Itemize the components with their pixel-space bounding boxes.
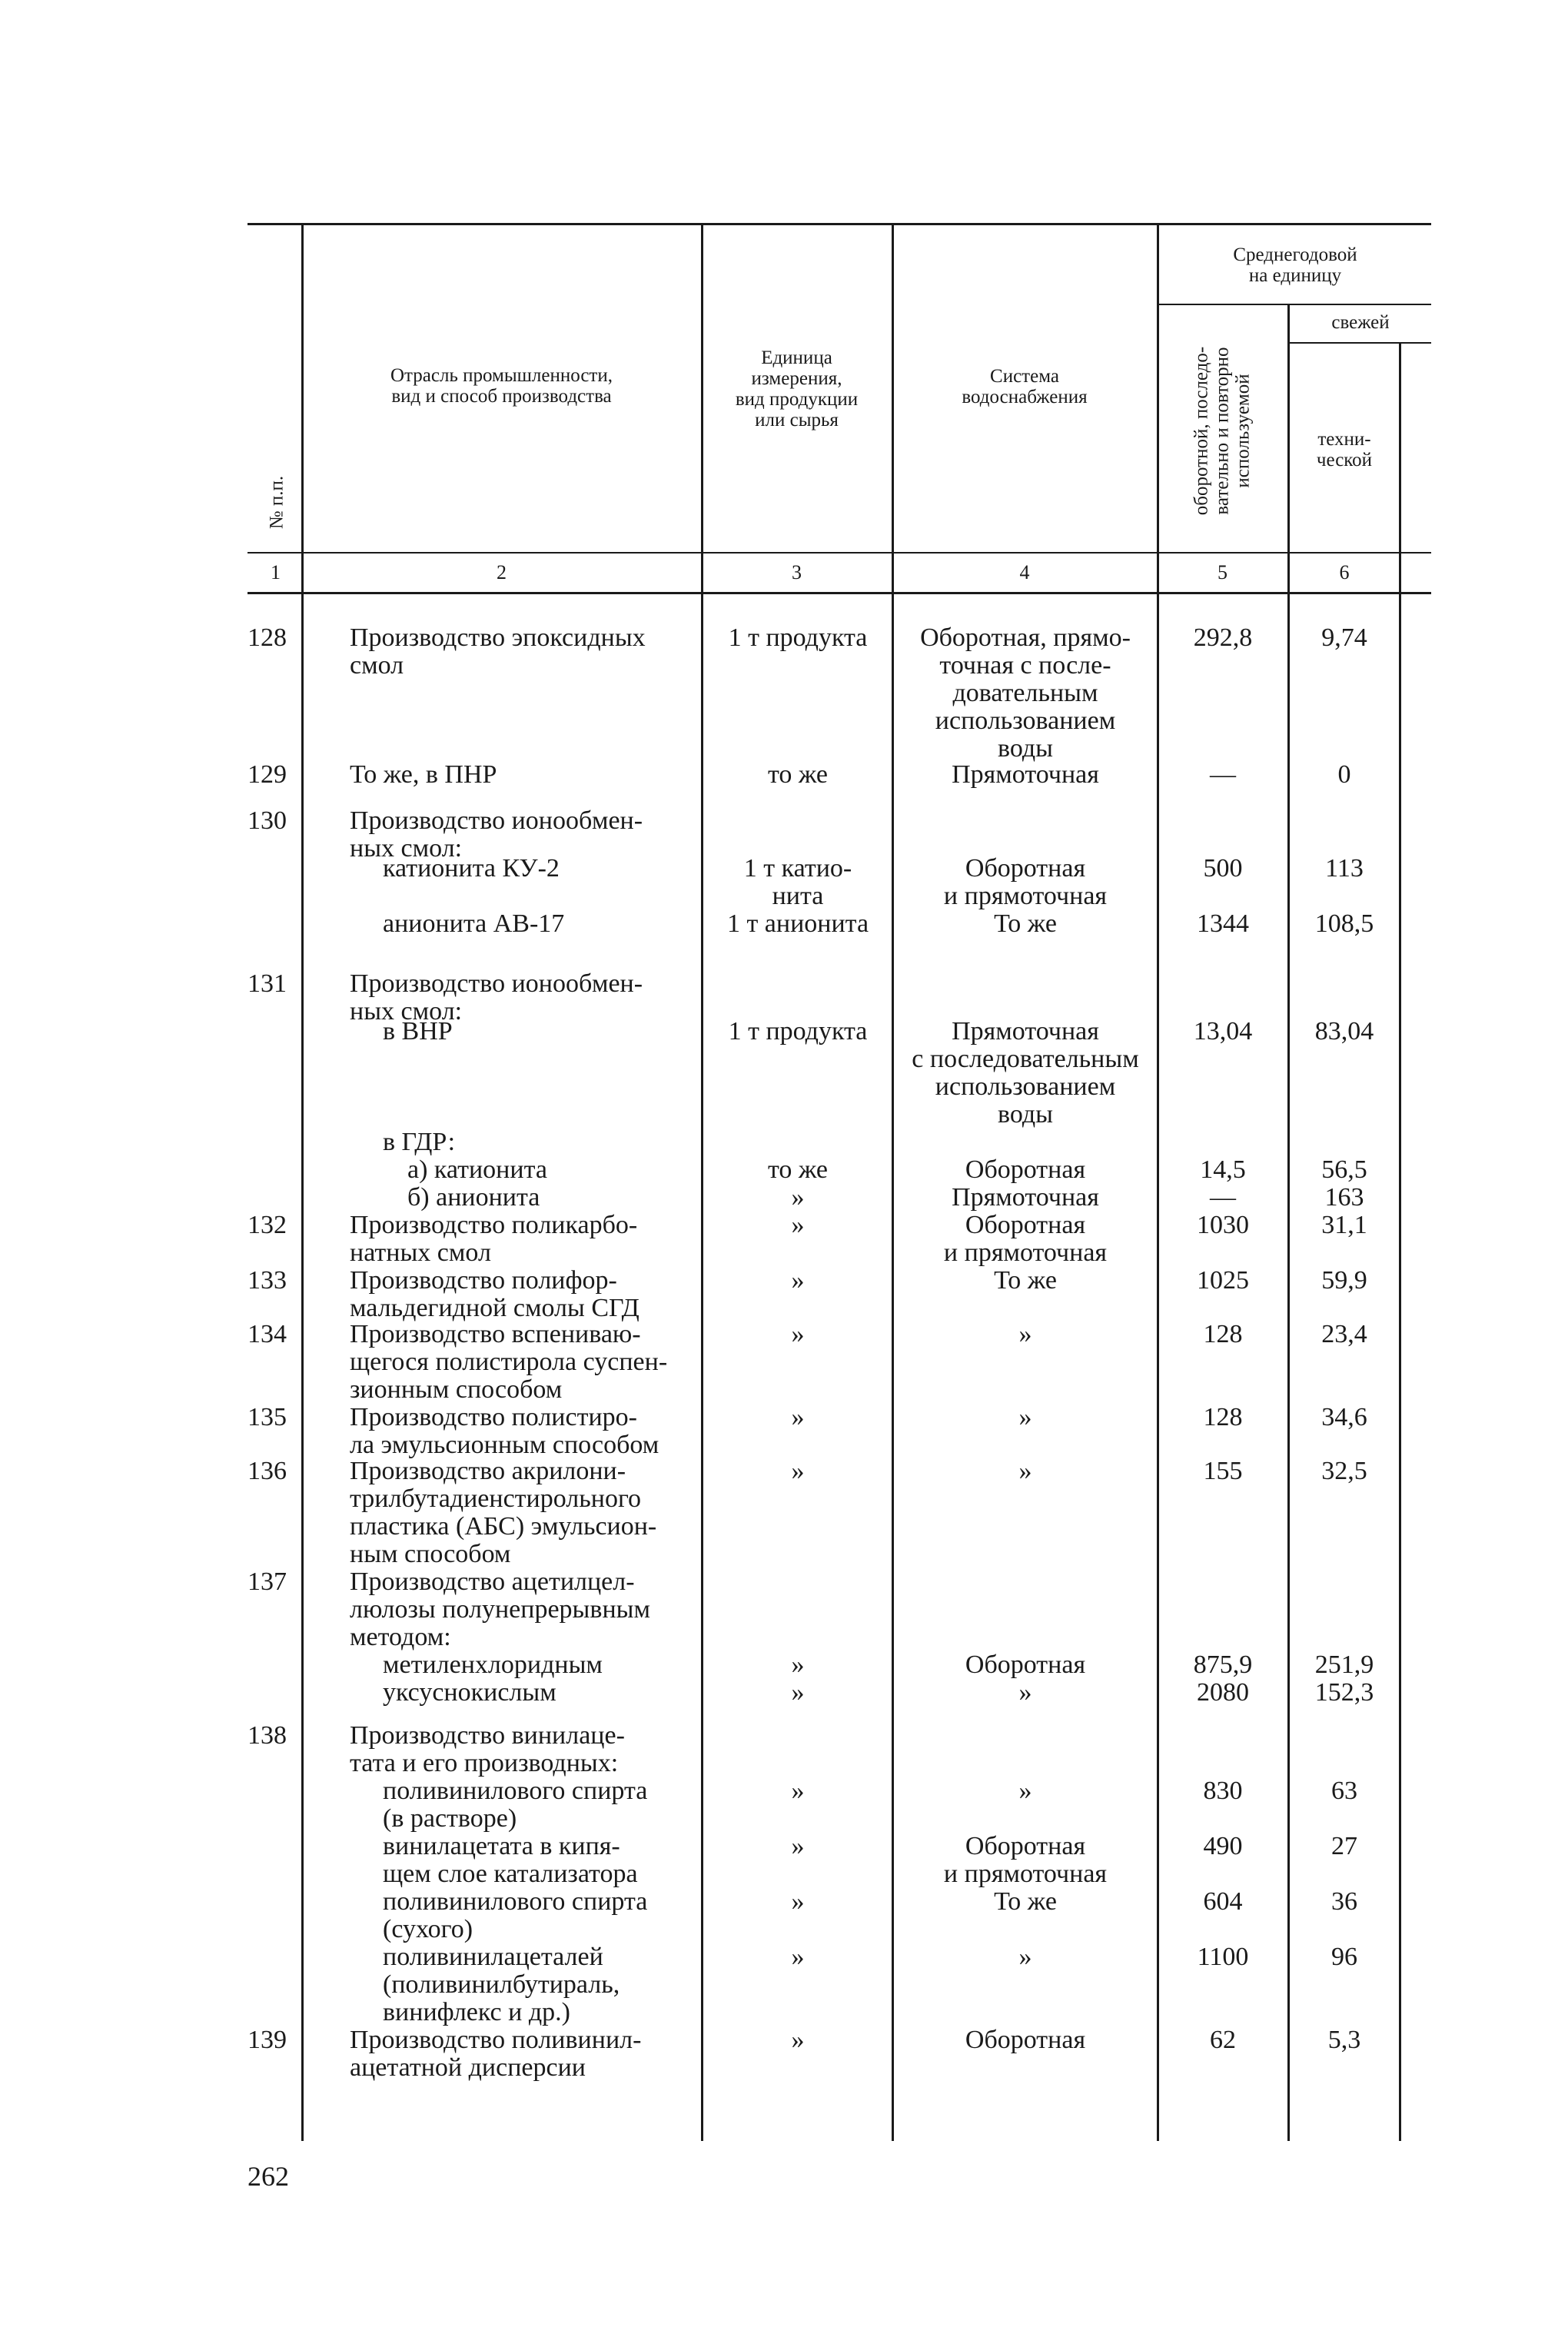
- header-col5: оборотной, последо- вательно и повторно используемой: [1191, 346, 1254, 516]
- row-recycled-value: 1100: [1197, 1943, 1249, 1971]
- row-number: 136: [247, 1457, 287, 1485]
- row-number: 139: [247, 2026, 287, 2054]
- row-description: Производство ионообмен- ных смол:: [350, 969, 643, 1026]
- row-recycled-value: 62: [1210, 2026, 1236, 2054]
- row-description: Производство эпоксидных смол: [350, 623, 646, 680]
- row-recycled-value: 875,9: [1193, 1651, 1253, 1679]
- row-number: 135: [247, 1403, 287, 1431]
- row-fresh-technical-value: 152,3: [1314, 1678, 1374, 1707]
- row-water-system: »: [1018, 1943, 1032, 1971]
- row-fresh-technical-value: 113: [1325, 854, 1364, 883]
- row-fresh-technical-value: 34,6: [1321, 1403, 1367, 1431]
- row-number: 130: [247, 806, 287, 835]
- row-water-system: Оборотная и прямоточная: [943, 1832, 1108, 1888]
- row-unit: »: [791, 1183, 805, 1212]
- row-unit: »: [791, 1943, 805, 1971]
- colnum-6: 6: [1339, 561, 1350, 583]
- row-number: 131: [247, 969, 287, 998]
- row-recycled-value: —: [1210, 760, 1236, 789]
- row-description: поливинилового спирта (в растворе): [383, 1777, 648, 1833]
- row-water-system: »: [1018, 1403, 1032, 1431]
- row-number: 132: [247, 1211, 287, 1239]
- row-fresh-technical-value: 27: [1331, 1832, 1357, 1860]
- row-water-system: То же: [994, 909, 1057, 938]
- page-number: 262: [247, 2161, 289, 2192]
- colnum-2: 2: [497, 561, 507, 583]
- row-description: винилацетата в кипя- щем слое катализатора: [383, 1832, 638, 1888]
- row-water-system: То же: [994, 1887, 1057, 1916]
- row-description: анионита АВ-17: [383, 909, 565, 938]
- row-water-system: Прямоточная с последовательным использованием воды: [912, 1017, 1139, 1129]
- row-unit: »: [791, 2026, 805, 2054]
- row-water-system: Оборотная: [965, 1155, 1086, 1184]
- row-fresh-technical-value: 36: [1331, 1887, 1357, 1916]
- row-recycled-value: 14,5: [1200, 1155, 1246, 1184]
- row-water-system: Прямоточная: [952, 760, 1099, 789]
- row-recycled-value: 830: [1203, 1777, 1243, 1805]
- row-unit: »: [791, 1777, 805, 1805]
- row-recycled-value: 604: [1203, 1887, 1243, 1916]
- row-fresh-technical-value: 9,74: [1321, 623, 1367, 652]
- row-description: катионита КУ-2: [383, 854, 560, 883]
- table-top-rule: [247, 223, 1431, 225]
- header-col6: техни- ческой: [1316, 429, 1373, 470]
- row-recycled-value: 1344: [1197, 909, 1249, 938]
- row-fresh-technical-value: 63: [1331, 1777, 1357, 1805]
- row-fresh-technical-value: 96: [1331, 1943, 1357, 1971]
- row-fresh-technical-value: 5,3: [1327, 2026, 1361, 2054]
- row-recycled-value: 500: [1203, 854, 1243, 883]
- row-recycled-value: 490: [1203, 1832, 1243, 1860]
- row-water-system: Оборотная, прямо- точная с после- довательным использованием воды: [920, 623, 1131, 763]
- row-unit: 1 т продукта: [728, 623, 868, 652]
- row-recycled-value: 1025: [1197, 1266, 1249, 1295]
- row-recycled-value: —: [1210, 1183, 1236, 1212]
- row-description: Производство винилаце- тата и его производных:: [350, 1721, 625, 1777]
- row-description: То же, в ПНР: [350, 760, 497, 789]
- row-description: Производство поливинил- ацетатной дисперсии: [350, 2026, 642, 2082]
- row-water-system: »: [1018, 1320, 1032, 1348]
- row-recycled-value: 2080: [1197, 1678, 1249, 1707]
- row-description: поливинилацеталей (поливинилбутираль, винифлекс и др.): [383, 1943, 620, 2026]
- row-recycled-value: 13,04: [1193, 1017, 1253, 1046]
- row-description: поливинилового спирта (сухого): [383, 1887, 648, 1943]
- row-number: 137: [247, 1567, 287, 1596]
- row-unit: 1 т катио- нита: [743, 854, 852, 910]
- row-fresh-technical-value: 32,5: [1321, 1457, 1367, 1485]
- row-number: 134: [247, 1320, 287, 1348]
- row-unit: то же: [767, 1155, 829, 1184]
- row-unit: »: [791, 1678, 805, 1707]
- row-description: б) анионита: [407, 1183, 540, 1212]
- row-number: 128: [247, 623, 287, 652]
- row-description: Производство ацетилцел- люлозы полунепрерывным методом:: [350, 1567, 650, 1651]
- row-water-system: »: [1018, 1457, 1032, 1485]
- colnum-5: 5: [1218, 561, 1227, 583]
- row-description: уксуснокислым: [383, 1678, 556, 1707]
- row-water-system: Оборотная: [965, 1651, 1086, 1679]
- row-unit: »: [791, 1320, 805, 1348]
- row-number: 133: [247, 1266, 287, 1295]
- row-water-system: Оборотная и прямоточная: [943, 1211, 1108, 1267]
- row-unit: »: [791, 1457, 805, 1485]
- row-unit: »: [791, 1651, 805, 1679]
- row-fresh-technical-value: 23,4: [1321, 1320, 1367, 1348]
- group-header-rule: [1157, 304, 1431, 305]
- colnum-4: 4: [1019, 561, 1030, 583]
- header-col2: Отрасль промышленности, вид и способ производства: [390, 365, 613, 407]
- row-description: в ВНР: [383, 1017, 453, 1046]
- row-description: в ГДР:: [383, 1128, 456, 1156]
- row-fresh-technical-value: 251,9: [1314, 1651, 1374, 1679]
- row-water-system: Прямоточная: [952, 1183, 1099, 1212]
- header-col3: Единица измерения, вид продукции или сырья: [735, 347, 859, 431]
- row-water-system: То же: [994, 1266, 1057, 1295]
- row-unit: »: [791, 1266, 805, 1295]
- col-divider-3: [892, 223, 894, 2141]
- row-water-system: »: [1018, 1777, 1032, 1805]
- row-water-system: Оборотная: [965, 2026, 1086, 2054]
- row-description: Производство полифор- мальдегидной смолы СГД: [350, 1266, 639, 1322]
- row-description: Производство поликарбо- натных смол: [350, 1211, 638, 1267]
- col-divider-6: [1399, 342, 1401, 2141]
- row-water-system: »: [1018, 1678, 1032, 1707]
- row-water-system: Оборотная и прямоточная: [943, 854, 1108, 910]
- header-bottom-rule: [247, 552, 1431, 554]
- row-unit: »: [791, 1887, 805, 1916]
- row-number: 138: [247, 1721, 287, 1750]
- row-recycled-value: 155: [1203, 1457, 1243, 1485]
- row-fresh-technical-value: 163: [1324, 1183, 1364, 1212]
- header-col1: № п.п.: [266, 475, 287, 530]
- row-fresh-technical-value: 83,04: [1314, 1017, 1374, 1046]
- row-unit: 1 т продукта: [728, 1017, 868, 1046]
- row-unit: то же: [767, 760, 829, 789]
- row-description: Производство вспениваю- щегося полистирола суспен- зионным способом: [350, 1320, 668, 1404]
- row-unit: »: [791, 1403, 805, 1431]
- col-divider-2: [701, 223, 703, 2141]
- header-fresh: свежей: [1331, 312, 1390, 333]
- row-fresh-technical-value: 31,1: [1321, 1211, 1367, 1239]
- row-fresh-technical-value: 0: [1337, 760, 1351, 789]
- header-group: Среднегодовой на единицу: [1233, 244, 1357, 286]
- row-unit: »: [791, 1211, 805, 1239]
- row-description: Производство ионообмен- ных смол:: [350, 806, 643, 863]
- row-description: Производство акрилони- трилбутадиенстирольного пластика (АБС) эмульсион- ным способом: [350, 1457, 657, 1568]
- colnum-3: 3: [792, 561, 802, 583]
- row-fresh-technical-value: 59,9: [1321, 1266, 1367, 1295]
- row-description: Производство полистиро- ла эмульсионным способом: [350, 1403, 659, 1459]
- row-fresh-technical-value: 108,5: [1314, 909, 1374, 938]
- row-fresh-technical-value: 56,5: [1321, 1155, 1367, 1184]
- row-unit: »: [791, 1832, 805, 1860]
- row-recycled-value: 128: [1203, 1403, 1243, 1431]
- row-description: а) катионита: [407, 1155, 547, 1184]
- row-number: 129: [247, 760, 287, 789]
- colnum-1: 1: [271, 561, 281, 583]
- row-recycled-value: 292,8: [1193, 623, 1253, 652]
- fresh-subheader-rule: [1287, 342, 1431, 344]
- col-divider-4: [1157, 223, 1159, 2141]
- col-divider-1: [301, 223, 304, 2141]
- row-recycled-value: 1030: [1197, 1211, 1249, 1239]
- row-description: метиленхлоридным: [383, 1651, 603, 1679]
- row-unit: 1 т анионита: [726, 909, 869, 938]
- header-col4: Система водоснабжения: [962, 366, 1088, 407]
- colnum-bottom-rule: [247, 592, 1431, 594]
- row-recycled-value: 128: [1203, 1320, 1243, 1348]
